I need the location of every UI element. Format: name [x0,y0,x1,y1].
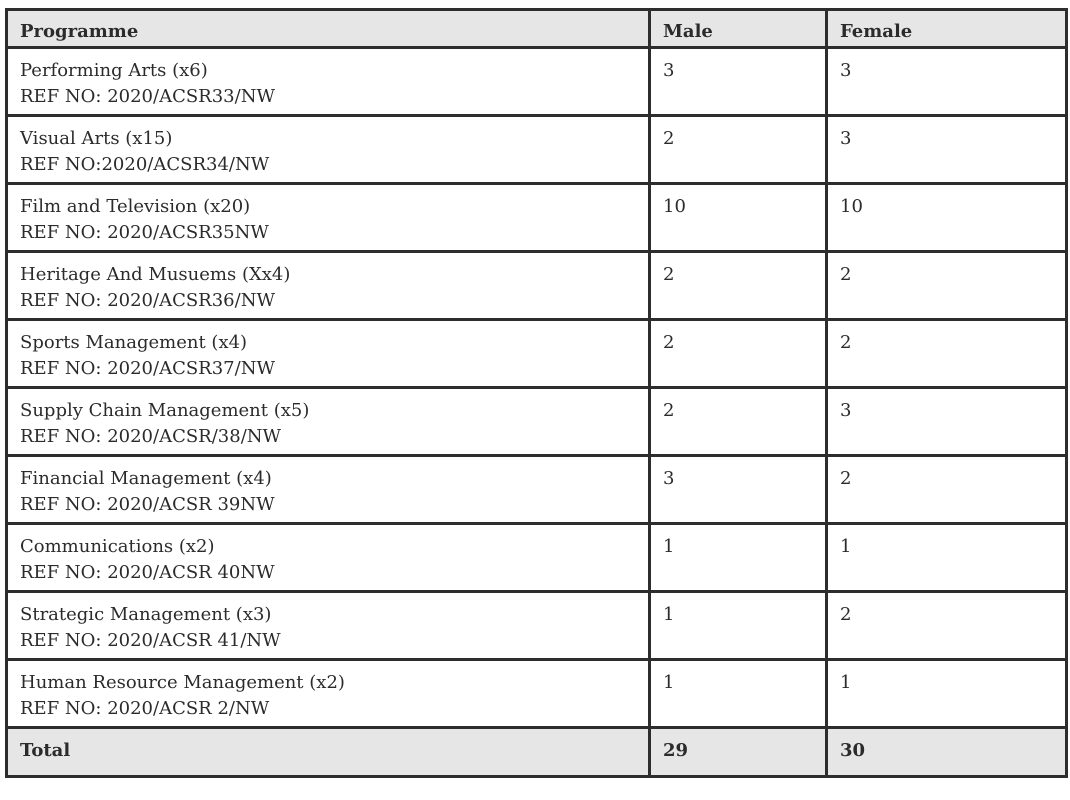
programme-name: Supply Chain Management (x5) [20,400,310,421]
male-count: 1 [650,524,827,592]
programme-name: Heritage And Musuems (Xx4) [20,264,291,285]
male-count: 3 [650,48,827,116]
programme-name: Strategic Management (x3) [20,604,272,625]
table-header [7,10,1067,48]
programme-ref: REF NO: 2020/ACSR 41/NW [20,630,281,651]
female-count: 3 [827,48,1067,116]
male-count: 1 [650,592,827,660]
table-row [7,320,1067,388]
programme-ref: REF NO: 2020/ACSR 39NW [20,494,275,515]
female-count: 10 [827,184,1067,252]
female-count: 2 [827,456,1067,524]
table-row [7,456,1067,524]
programme-ref: REF NO: 2020/ACSR 40NW [20,562,275,583]
programme-name: Human Resource Management (x2) [20,672,345,693]
table-row [7,48,1067,116]
programme-table-container [5,8,1065,778]
header-male: Male [650,10,827,48]
header-female: Female [827,10,1067,48]
table-row [7,184,1067,252]
table-row [7,524,1067,592]
female-count: 3 [827,388,1067,456]
programme-ref: REF NO: 2020/ACSR37/NW [20,358,275,379]
programme-name: Performing Arts (x6) [20,60,208,81]
table-row [7,660,1067,728]
female-count: 1 [827,660,1067,728]
total-row [7,728,1067,777]
programme-cell [7,660,650,728]
male-count: 10 [650,184,827,252]
table-row [7,252,1067,320]
programme-name: Visual Arts (x15) [20,128,173,149]
female-count: 1 [827,524,1067,592]
female-count: 2 [827,592,1067,660]
programme-name: Communications (x2) [20,536,215,557]
female-count: 2 [827,320,1067,388]
male-count: 1 [650,660,827,728]
programme-cell [7,320,650,388]
table-row [7,388,1067,456]
table-row [7,592,1067,660]
header-programme: Programme [7,10,650,48]
female-count: 2 [827,252,1067,320]
programme-cell [7,524,650,592]
male-count: 2 [650,388,827,456]
programme-ref: REF NO: 2020/ACSR33/NW [20,86,275,107]
programme-table [5,8,1068,778]
programme-ref: REF NO: 2020/ACSR35NW [20,222,269,243]
programme-cell [7,456,650,524]
table-row [7,116,1067,184]
programme-ref: REF NO: 2020/ACSR36/NW [20,290,275,311]
female-count: 3 [827,116,1067,184]
programme-name: Film and Television (x20) [20,196,251,217]
programme-cell [7,252,650,320]
table-footer [7,728,1067,777]
programme-cell [7,48,650,116]
total-female: 30 [827,728,1067,777]
programme-cell [7,592,650,660]
total-male: 29 [650,728,827,777]
male-count: 2 [650,252,827,320]
programme-name: Sports Management (x4) [20,332,248,353]
programme-cell [7,116,650,184]
programme-name: Financial Management (x4) [20,468,272,489]
table-body [7,48,1067,728]
programme-ref: REF NO: 2020/ACSR 2/NW [20,698,270,719]
programme-cell [7,388,650,456]
total-label: Total [7,728,650,777]
header-row [7,10,1067,48]
programme-ref: REF NO:2020/ACSR34/NW [20,154,270,175]
programme-ref: REF NO: 2020/ACSR/38/NW [20,426,282,447]
male-count: 2 [650,116,827,184]
male-count: 3 [650,456,827,524]
programme-cell [7,184,650,252]
male-count: 2 [650,320,827,388]
